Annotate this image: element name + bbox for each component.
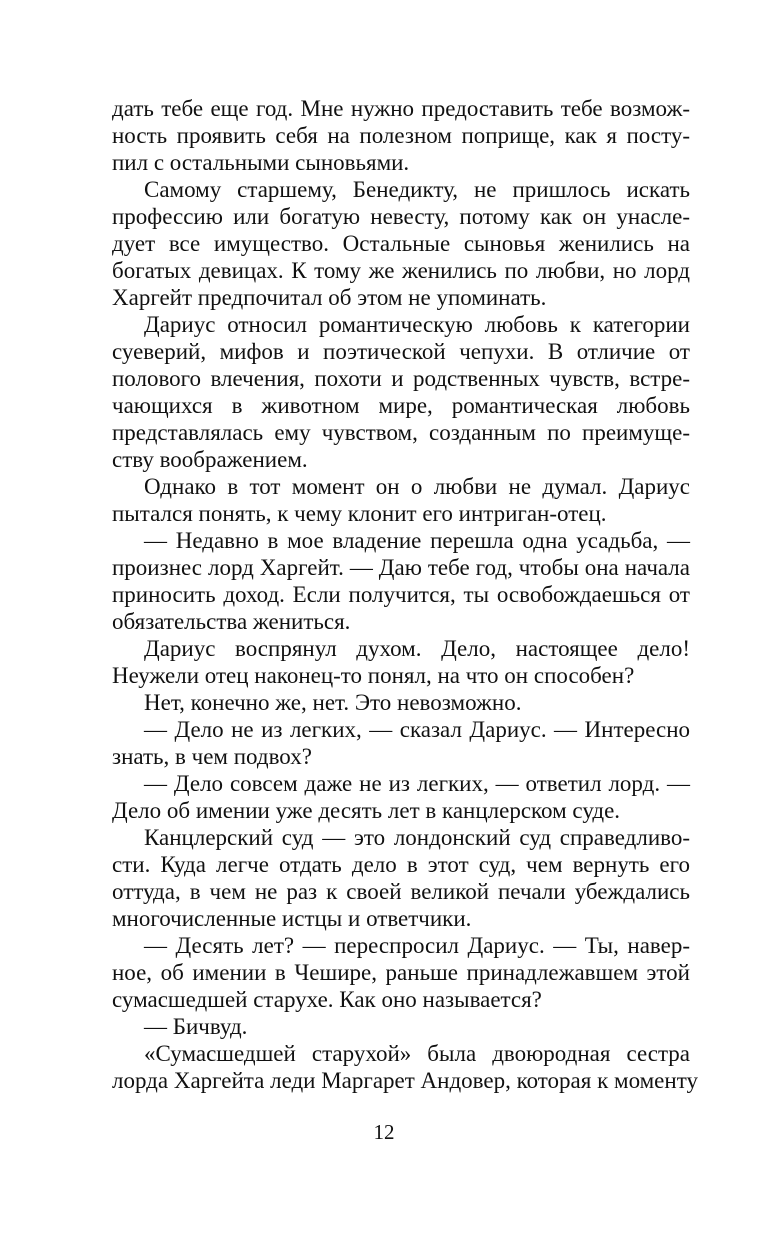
text-line: Дариус воспрянул духом. Дело, настоящее дело! xyxy=(144,636,690,661)
text-line: Неужели отец наконец-то понял, на что он способен? xyxy=(112,663,635,688)
text-line: Нет, конечно же, нет. Это невозможно. xyxy=(144,690,522,715)
text-line: пытался понять, к чему клонит его интриган-отец. xyxy=(112,501,607,526)
text-line: обязательства жениться. xyxy=(112,609,351,634)
text-line: пил с остальными сыновьями. xyxy=(112,150,410,175)
text-line: лорда Харгейта леди Маргарет Андовер, которая к моменту xyxy=(112,1068,698,1093)
text-line: «Сумасшедшей старухой» была двоюродная сестра xyxy=(144,1041,690,1066)
text-line: ству воображением. xyxy=(112,447,308,472)
text-line: приносить доход. Если получится, ты освобождаешься от xyxy=(112,582,690,607)
text-line: Дело об имении уже десять лет в канцлерском суде. xyxy=(112,798,621,823)
text-line: — Дело не из легких, — сказал Дариус. — Интересно xyxy=(144,717,690,742)
text-line: чающихся в животном мире, романтическая любовь xyxy=(112,393,690,418)
text-line: — Бичвуд. xyxy=(144,1014,248,1039)
text-line: сумасшедшей старухе. Как оно называется? xyxy=(112,987,542,1012)
text-line: дует все имущество. Остальные сыновья женились на xyxy=(112,231,690,256)
text-line: многочисленные истцы и ответчики. xyxy=(112,906,472,931)
text-line: знать, в чем подвох? xyxy=(112,744,312,769)
text-line: профессию или богатую невесту, потому как он унасле- xyxy=(112,204,690,229)
text-line: полового влечения, похоти и родственных чувств, встре- xyxy=(112,366,690,391)
text-line: — Десять лет? — переспросил Дариус. — Ты, навер- xyxy=(144,933,690,958)
text-line: Дариус относил романтическую любовь к категории xyxy=(144,312,690,337)
text-line: Харгейт предпочитал об этом не упоминать. xyxy=(112,285,547,310)
text-line: ность проявить себя на полезном поприще, как я посту- xyxy=(112,123,690,148)
text-line: — Дело совсем даже не из легких, — ответил лорд. — xyxy=(144,771,690,796)
text-line: ное, об имении в Чешире, раньше принадлежавшем этой xyxy=(112,960,690,985)
text-line: богатых девицах. К тому же женились по любви, но лорд xyxy=(112,258,690,283)
text-line: сти. Куда легче отдать дело в этот суд, чем вернуть его xyxy=(112,852,690,877)
text-line: Канцлерский суд — это лондонский суд справедливо- xyxy=(144,825,690,850)
text-line: суеверий, мифов и поэтической чепухи. В отличие от xyxy=(112,339,690,364)
text-line: представлялась ему чувством, созданным по преимуще- xyxy=(112,420,690,445)
text-line: произнес лорд Харгейт. — Даю тебе год, чтобы она начала xyxy=(112,555,690,580)
text-line: Самому старшему, Бенедикту, не пришлось искать xyxy=(144,177,690,202)
text-line: оттуда, в чем не раз к своей великой печали убеждались xyxy=(112,879,690,904)
text-line: дать тебе еще год. Мне нужно предоставить тебе возмож- xyxy=(112,96,690,121)
text-line: — Недавно в мое владение перешла одна усадьба, — xyxy=(144,528,690,553)
page-number: 12 xyxy=(373,1120,395,1144)
text-line: Однако в тот момент он о любви не думал. Дариус xyxy=(144,474,690,499)
